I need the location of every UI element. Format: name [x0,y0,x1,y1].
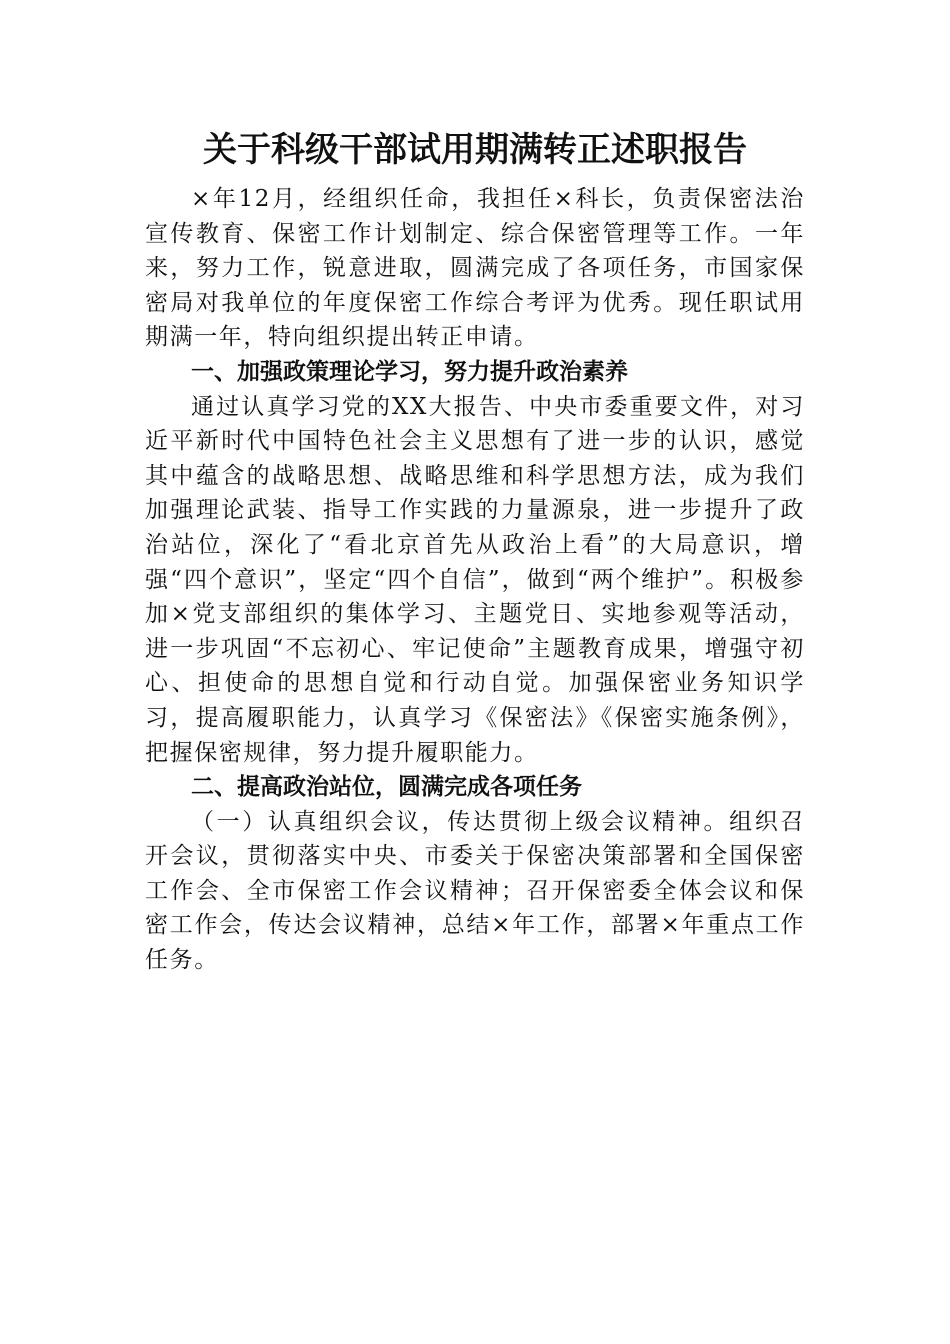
section-2-paragraph: （一）认真组织会议，传达贯彻上级会议精神。组织召开会议，贯彻落实中央、市委关于保密决策部署和全国保密工作会、全市保密工作会议精神；召开保密委全体会议和保密工作会，传达会议精神，总结×年工作，部署×年重点工作任务。 [145,808,805,974]
section-2-heading: 二、提高政治站位，圆满完成各项任务 [191,773,582,801]
section-1-heading: 一、加强政策理论学习，努力提升政治素养 [191,357,628,385]
intro-paragraph: ×年12月，经组织任命，我担任×科长，负责保密法治宣传教育、保密工作计划制定、综合保密管理等工作。一年来，努力工作，锐意进取，圆满完成了各项任务，市国家保密局对我单位的年度保密工作综合考评为优秀。现任职试用期满一年，特向组织提出转正申请。 [145,186,805,351]
document-page [145,118,805,978]
section-1-paragraph: 通过认真学习党的XX大报告、中央市委重要文件，对习近平新时代中国特色社会主义思想有了进一步的认识，感觉其中蕴含的战略思想、战略思维和科学思想方法，成为我们加强理论武装、指导工作实践的力量源泉，进一步提升了政治站位，深化了“看北京首先从政治上看”的大局意识，增强“四个意识”，坚定“四个自信”，做到“两个维护”。积极参加×党支部组织的集体学习、主题党日、实地参观等活动，进一步巩固“不忘初心、牢记使命”主题教育成果，增强守初心、担使命的思想自觉和行动自觉。加强保密业务知识学习，提高履职能力，认真学习《保密法》《保密实施条例》，把握保密规律，努力提升履职能力。 [145,393,805,766]
document-title: 关于科级干部试用期满转正述职报告 [203,130,747,170]
